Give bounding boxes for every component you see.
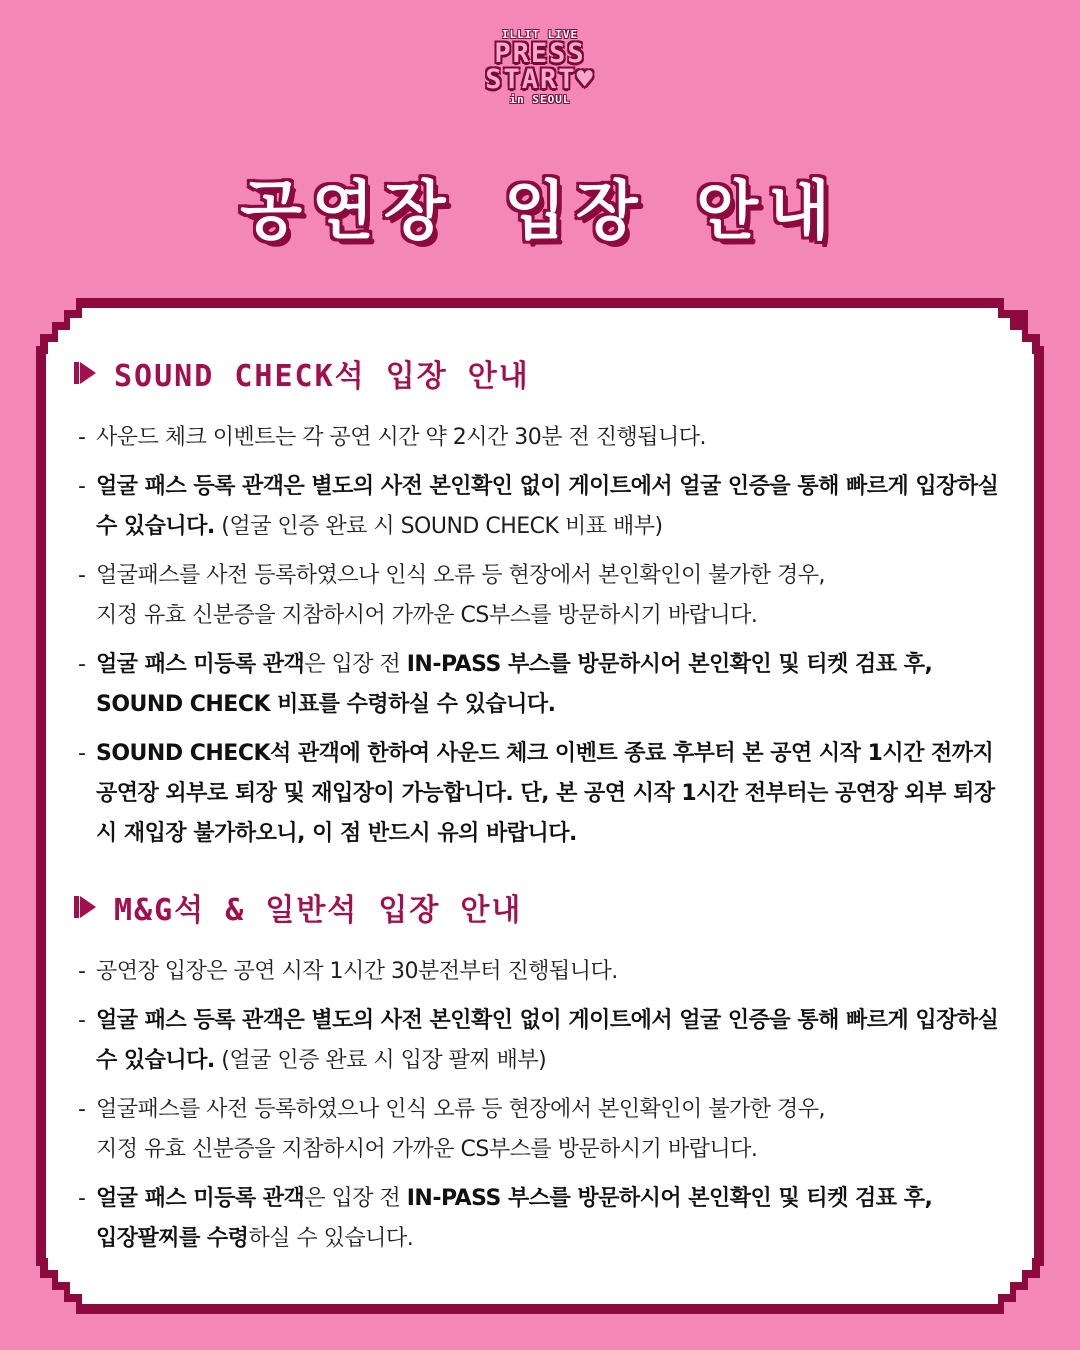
bold-text: 입장팔찌를 수령 (96, 1226, 249, 1251)
bold-text: 얼굴 패스 미등록 관객 (96, 1186, 305, 1211)
text: 하실 수 있습니다. (248, 1226, 414, 1251)
card-content (76, 350, 1006, 1268)
bullet-item (76, 645, 1006, 725)
logo-line-1: ILLIT LIVE (501, 28, 579, 41)
text: 사운드 체크 이벤트는 각 공연 시간 약 2시간 30분 전 진행됩니다. (96, 425, 706, 450)
play-arrow-icon (80, 362, 96, 384)
text: 얼굴패스를 사전 등록하였으나 인식 오류 등 현장에서 본인확인이 불가한 경우, (96, 563, 825, 588)
bullet-item (76, 952, 1006, 992)
bold-text: 얼굴 패스 미등록 관객 (96, 652, 305, 677)
text: 은 입장 전 (304, 652, 407, 677)
bold-text: 얼굴 패스 등록 관객은 별도의 사전 본인확인 없이 게이트에서 얼굴 인증을 통해 빠르게 입장하실 수 있습니다. (96, 1008, 999, 1073)
bullet-item (76, 1179, 1006, 1259)
bold-text: IN-PASS 부스를 방문하시어 본인확인 및 티켓 검표 후, (406, 1186, 933, 1211)
logo-line-4: in SEOUL (509, 93, 571, 106)
text: 지정 유효 신분증을 지참하시어 가까운 CS부스를 방문하시기 바랍니다. (96, 603, 758, 628)
page-title: 공연장 입장 안내 (240, 175, 840, 249)
section-title (76, 884, 1006, 930)
text: (얼굴 인증 완료 시 입장 팔찌 배부) (214, 1048, 547, 1073)
bullet-item (76, 556, 1006, 636)
text: 은 입장 전 (304, 1186, 407, 1211)
section-mg-general (76, 884, 1006, 1259)
bullet-item (76, 1090, 1006, 1170)
bold-text: SOUND CHECK석 관객에 한하여 사운드 체크 이벤트 종료 후부터 본 공연 시작 1시간 전까지 공연장 외부로 퇴장 및 재입장이 가능합니다. 단, 본 공연 시작 1시간 전부터는 공연장 외부 퇴장 시 재입장 불가하오니, 이 점 반드시 유의 바랍니다. (96, 741, 995, 846)
bold-text: IN-PASS 부스를 방문하시어 본인확인 및 티켓 검표 후, (406, 652, 933, 677)
text: 공연장 입장은 공연 시작 1시간 30분전부터 진행됩니다. (96, 959, 618, 984)
section-title-text: SOUND CHECK석 입장 안내 (114, 359, 530, 394)
section-title-text: M&G석 & 일반석 입장 안내 (114, 893, 523, 928)
bullet-list (76, 952, 1006, 1259)
bullet-item (76, 1001, 1006, 1081)
event-logo (0, 28, 1080, 106)
bullet-item (76, 467, 1006, 547)
section-sound-check (76, 350, 1006, 854)
bullet-item (76, 734, 1006, 854)
heart-icon: ♥ (576, 64, 595, 95)
logo-line-3: START♥ (485, 64, 595, 95)
text: 얼굴패스를 사전 등록하였으나 인식 오류 등 현장에서 본인확인이 불가한 경우, (96, 1097, 825, 1122)
bold-text: SOUND CHECK 비표를 수령하실 수 있습니다. (96, 692, 556, 717)
bold-text: 얼굴 패스 등록 관객은 별도의 사전 본인확인 없이 게이트에서 얼굴 인증을 통해 빠르게 입장하실 수 있습니다. (96, 474, 999, 539)
section-title (76, 350, 1006, 396)
bullet-item (76, 418, 1006, 458)
text: (얼굴 인증 완료 시 SOUND CHECK 비표 배부) (214, 514, 663, 539)
bullet-list (76, 418, 1006, 854)
logo-line-2: PRESS (494, 38, 586, 69)
text: 지정 유효 신분증을 지참하시어 가까운 CS부스를 방문하시기 바랍니다. (96, 1137, 758, 1162)
play-arrow-icon (80, 896, 96, 918)
